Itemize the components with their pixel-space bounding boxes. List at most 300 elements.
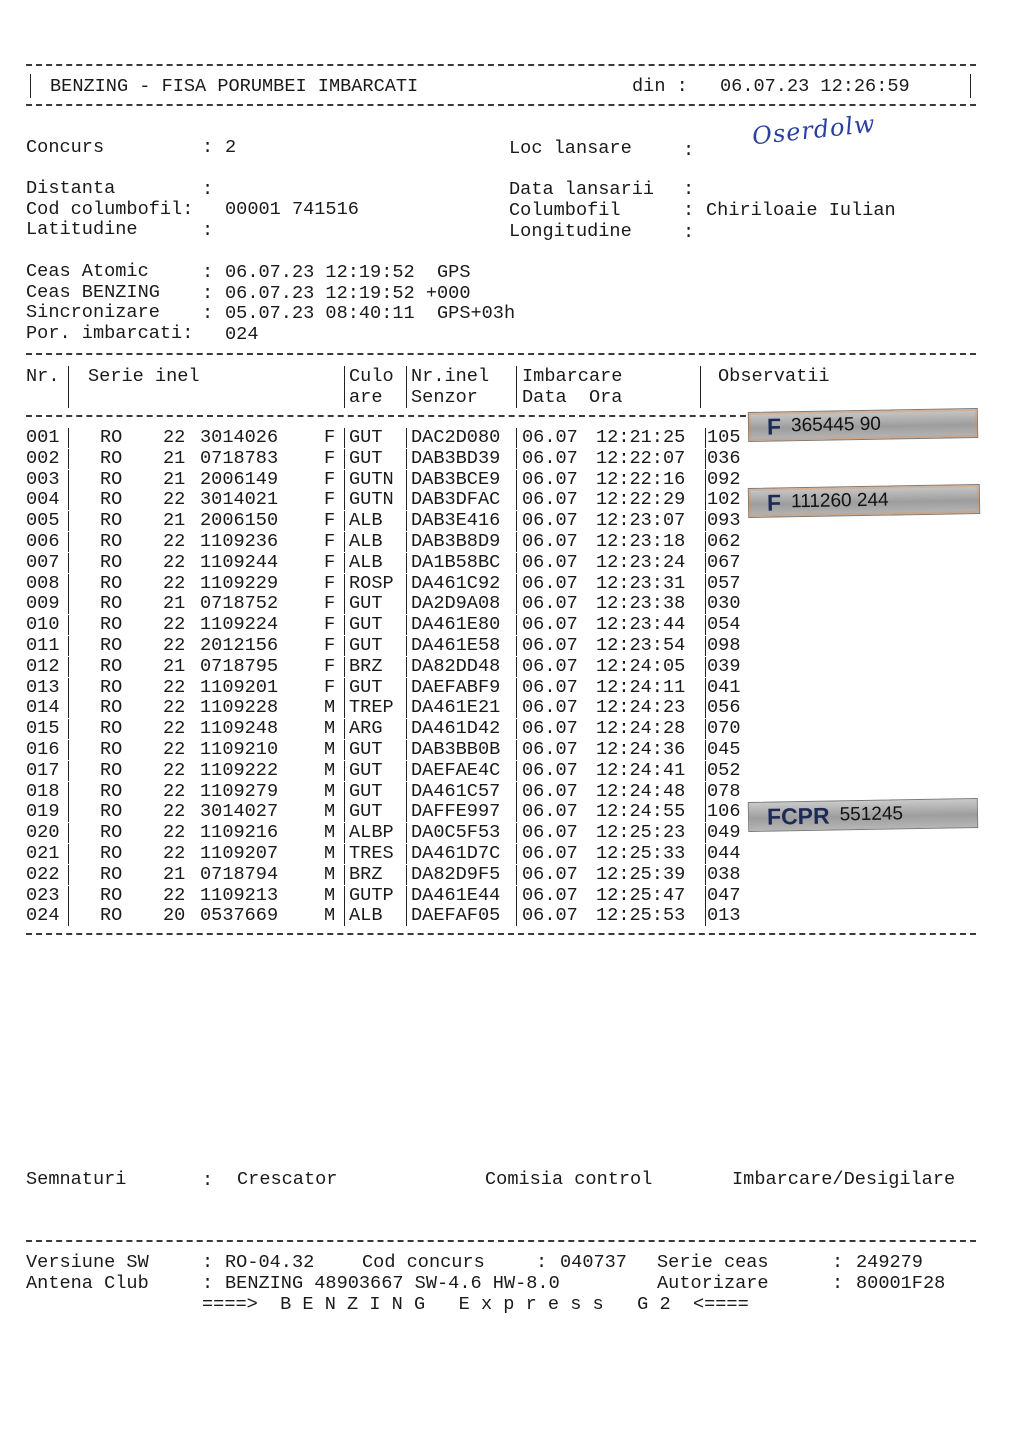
colon: : <box>202 137 214 158</box>
cell-inel: 0537669 <box>200 905 279 927</box>
cell-obs: 106 <box>707 801 741 823</box>
col-divider <box>406 906 407 926</box>
col-divider <box>705 719 706 739</box>
cell-nr: 008 <box>26 572 60 594</box>
col-divider <box>68 761 69 781</box>
cell-an: 22 <box>163 739 186 760</box>
cell-tara: RO <box>100 510 123 532</box>
cell-obs: 098 <box>707 635 741 656</box>
cell-cul: ALB <box>349 551 383 573</box>
col-divider <box>705 594 706 614</box>
cell-data: 06.07 <box>522 863 578 885</box>
cell-obs: 013 <box>707 905 741 927</box>
col-divider <box>68 636 69 656</box>
cell-senzor: DA461C92 <box>411 572 501 594</box>
cell-cul: GUT <box>349 593 383 615</box>
col-divider <box>68 740 69 760</box>
cell-senzor: DA1B58BC <box>411 551 501 573</box>
col-divider <box>705 511 706 531</box>
cell-sex: M <box>324 697 336 719</box>
col-divider <box>516 532 517 552</box>
col-divider <box>705 532 706 552</box>
cell-an: 22 <box>163 676 186 698</box>
cell-inel: 1109201 <box>200 676 279 698</box>
col-divider <box>344 532 345 552</box>
distanta-label: Distanta <box>26 178 116 199</box>
col-divider <box>406 823 407 843</box>
cell-tara: RO <box>100 614 123 636</box>
cell-obs: 049 <box>707 822 741 844</box>
col-divider <box>344 574 345 594</box>
cell-cul: ROSP <box>349 572 394 594</box>
col-divider <box>68 574 69 594</box>
cell-ora: 12:22:07 <box>596 447 686 469</box>
cell-obs: 105 <box>707 427 741 448</box>
col-divider <box>406 553 407 573</box>
header-right-bar <box>970 74 971 98</box>
cell-senzor: DAB3E416 <box>411 510 501 532</box>
col-divider <box>700 366 701 408</box>
col-divider <box>516 490 517 510</box>
cell-obs: 093 <box>707 510 741 532</box>
cell-nr: 006 <box>26 531 60 552</box>
col-divider <box>516 719 517 739</box>
cell-senzor: DAB3BCE9 <box>411 468 501 490</box>
ceas-benzing-value: 06.07.23 12:19:52 +000 <box>225 283 471 304</box>
cell-ora: 12:23:31 <box>596 572 686 594</box>
cell-an: 22 <box>163 551 186 573</box>
cell-sex: M <box>324 905 336 927</box>
col-divider <box>705 865 706 885</box>
col-divider <box>406 511 407 531</box>
col-culoare-header-1: Culo <box>349 366 394 387</box>
col-divider <box>68 678 69 698</box>
cell-sex: M <box>324 884 336 906</box>
cell-cul: GUT <box>349 635 383 656</box>
cell-data: 06.07 <box>522 676 578 698</box>
cell-senzor: DA461E58 <box>411 635 501 656</box>
cell-obs: 092 <box>707 468 741 490</box>
seal-sticker-1 <box>748 408 978 442</box>
cell-ora: 12:24:05 <box>596 655 686 677</box>
cell-sex: M <box>324 780 336 802</box>
crescator-label: Crescator <box>237 1169 338 1190</box>
cell-senzor: DAEFAF05 <box>411 905 501 927</box>
ceas-atomic-value: 06.07.23 12:19:52 GPS <box>225 262 471 283</box>
cod-concurs-label: Cod concurs <box>362 1252 485 1273</box>
cell-data: 06.07 <box>522 468 578 490</box>
cell-inel: 3014027 <box>200 801 279 823</box>
cell-tara: RO <box>100 843 123 864</box>
cell-ora: 12:25:47 <box>596 884 686 906</box>
cell-obs: 057 <box>707 572 741 594</box>
colon: : <box>832 1273 844 1294</box>
cell-ora: 12:24:41 <box>596 759 686 781</box>
col-divider <box>705 740 706 760</box>
cell-ora: 12:24:48 <box>596 780 686 802</box>
cell-cul: GUT <box>349 780 383 802</box>
cell-nr: 018 <box>26 780 60 802</box>
col-divider <box>406 719 407 739</box>
cell-sex: F <box>324 427 336 448</box>
benzing-express-banner: ====> B E N Z I N G E x p r e s s G 2 <==== <box>202 1294 749 1315</box>
cell-an: 22 <box>163 843 186 864</box>
col-divider <box>344 449 345 469</box>
col-divider <box>344 886 345 906</box>
comisia-control-label: Comisia control <box>485 1169 653 1190</box>
imbarcare-desigilare-label: Imbarcare/Desigilare <box>732 1169 956 1190</box>
col-divider <box>705 657 706 677</box>
cell-data: 06.07 <box>522 780 578 802</box>
cell-an: 22 <box>163 884 186 906</box>
cell-ora: 12:25:53 <box>596 905 686 927</box>
col-divider <box>705 553 706 573</box>
autorizare-label: Autorizare <box>657 1273 769 1294</box>
col-divider <box>68 470 69 490</box>
col-divider <box>344 906 345 926</box>
cell-obs: 039 <box>707 655 741 677</box>
cell-cul: BRZ <box>349 655 383 677</box>
cell-tara: RO <box>100 697 123 719</box>
cell-an: 20 <box>163 905 186 927</box>
cell-an: 22 <box>163 531 186 552</box>
seal-number: 551245 <box>839 803 904 826</box>
col-divider <box>344 802 345 822</box>
colon: : <box>832 1252 844 1273</box>
cell-an: 22 <box>163 822 186 844</box>
cell-an: 22 <box>163 635 186 656</box>
cell-inel: 0718795 <box>200 655 279 677</box>
col-divider <box>705 678 706 698</box>
cell-senzor: DA0C5F53 <box>411 822 501 844</box>
sincronizare-value: 05.07.23 08:40:11 GPS+03h <box>225 303 516 324</box>
colon: : <box>202 179 214 200</box>
col-divider <box>516 844 517 864</box>
cell-nr: 013 <box>26 676 60 698</box>
col-divider <box>406 844 407 864</box>
cell-nr: 012 <box>26 655 60 677</box>
col-divider <box>406 678 407 698</box>
col-divider <box>344 678 345 698</box>
cell-obs: 056 <box>707 697 741 719</box>
seal-prefix: F <box>766 488 782 516</box>
cell-senzor: DA461C57 <box>411 780 501 802</box>
cell-nr: 004 <box>26 489 60 511</box>
col-divider <box>516 906 517 926</box>
cell-an: 22 <box>163 780 186 802</box>
col-divider <box>406 698 407 718</box>
col-divider <box>705 844 706 864</box>
cell-tara: RO <box>100 427 123 448</box>
cell-data: 06.07 <box>522 655 578 677</box>
columbofil-value: Chiriloaie Iulian <box>706 200 896 221</box>
cell-cul: GUT <box>349 759 383 781</box>
cell-tara: RO <box>100 447 123 469</box>
cell-senzor: DA461E44 <box>411 884 501 906</box>
col-divider <box>68 449 69 469</box>
cell-ora: 12:24:11 <box>596 676 686 698</box>
col-divider <box>68 428 69 448</box>
cell-senzor: DA461E80 <box>411 614 501 636</box>
cell-data: 06.07 <box>522 447 578 469</box>
table-header-rule <box>26 415 756 417</box>
cell-an: 22 <box>163 572 186 594</box>
din-label: din : <box>632 76 688 97</box>
col-divider <box>344 553 345 573</box>
cell-tara: RO <box>100 531 123 552</box>
col-divider <box>68 594 69 614</box>
cell-tara: RO <box>100 593 123 615</box>
cell-data: 06.07 <box>522 531 578 552</box>
cell-ora: 12:25:39 <box>596 863 686 885</box>
col-divider <box>705 782 706 802</box>
cell-ora: 12:23:24 <box>596 551 686 573</box>
cell-sex: F <box>324 489 336 511</box>
col-divider <box>516 636 517 656</box>
serie-ceas-value: 249279 <box>856 1252 923 1273</box>
cell-sex: M <box>324 843 336 864</box>
col-divider <box>344 657 345 677</box>
colon: : <box>683 222 695 243</box>
cell-inel: 1109244 <box>200 551 279 573</box>
col-divider <box>68 698 69 718</box>
cell-inel: 3014026 <box>200 427 279 448</box>
cell-senzor: DA82D9F5 <box>411 863 501 885</box>
col-divider <box>516 553 517 573</box>
cell-nr: 020 <box>26 822 60 844</box>
cell-sex: F <box>324 676 336 698</box>
cell-sex: F <box>324 635 336 656</box>
col-divider <box>516 657 517 677</box>
col-divider <box>344 823 345 843</box>
col-divider <box>344 719 345 739</box>
cod-columbofil-value: 00001 741516 <box>225 199 359 220</box>
col-divider <box>68 532 69 552</box>
cell-inel: 1109210 <box>200 739 279 760</box>
cell-cul: ALB <box>349 531 383 552</box>
col-culoare-header-2: are <box>349 387 383 408</box>
colon: : <box>683 140 695 161</box>
cell-data: 06.07 <box>522 822 578 844</box>
col-divider <box>344 740 345 760</box>
col-divider <box>705 636 706 656</box>
cell-sex: F <box>324 655 336 677</box>
cell-tara: RO <box>100 468 123 490</box>
col-serie-header: Serie inel <box>88 366 200 387</box>
cell-ora: 12:23:44 <box>596 614 686 636</box>
cell-an: 22 <box>163 718 186 740</box>
col-divider <box>406 428 407 448</box>
cell-data: 06.07 <box>522 614 578 636</box>
col-divider <box>406 636 407 656</box>
col-divider <box>406 782 407 802</box>
cell-an: 21 <box>163 655 186 677</box>
colon: : <box>683 200 695 221</box>
cell-nr: 022 <box>26 863 60 885</box>
cell-tara: RO <box>100 759 123 781</box>
col-divider <box>68 366 69 408</box>
cell-tara: RO <box>100 905 123 927</box>
cell-nr: 010 <box>26 614 60 636</box>
cell-obs: 041 <box>707 676 741 698</box>
col-divider <box>705 906 706 926</box>
col-divider <box>705 574 706 594</box>
cell-ora: 12:24:55 <box>596 801 686 823</box>
cell-obs: 036 <box>707 447 741 469</box>
cell-tara: RO <box>100 739 123 760</box>
loc-lansare-handwritten: Oserdolw <box>750 109 877 151</box>
cell-data: 06.07 <box>522 905 578 927</box>
cell-senzor: DAB3DFAC <box>411 489 501 511</box>
col-divider <box>516 698 517 718</box>
seal-sticker-3 <box>748 798 978 832</box>
col-divider <box>344 698 345 718</box>
cell-cul: GUT <box>349 427 383 448</box>
por-imbarcati-value: 024 <box>225 324 259 345</box>
col-divider <box>406 657 407 677</box>
colon: : <box>202 1170 214 1191</box>
col-divider <box>406 490 407 510</box>
colon: : <box>202 1273 214 1294</box>
col-divider <box>516 594 517 614</box>
cell-cul: ALB <box>349 510 383 532</box>
cell-inel: 1109222 <box>200 759 279 781</box>
col-divider <box>344 511 345 531</box>
cell-obs: 045 <box>707 739 741 760</box>
cell-inel: 2012156 <box>200 635 279 656</box>
cell-an: 22 <box>163 489 186 511</box>
cell-tara: RO <box>100 863 123 885</box>
col-divider <box>406 449 407 469</box>
cell-ora: 12:25:23 <box>596 822 686 844</box>
cell-cul: GUT <box>349 447 383 469</box>
cell-inel: 3014021 <box>200 489 279 511</box>
col-divider <box>406 366 407 408</box>
col-divider <box>344 761 345 781</box>
cell-data: 06.07 <box>522 510 578 532</box>
header-left-bar <box>30 74 31 98</box>
cell-cul: TREP <box>349 697 394 719</box>
cell-nr: 002 <box>26 447 60 469</box>
col-divider <box>516 615 517 635</box>
cell-nr: 024 <box>26 905 60 927</box>
col-divider <box>68 906 69 926</box>
col-divider <box>516 865 517 885</box>
col-divider <box>516 886 517 906</box>
cell-sex: M <box>324 801 336 823</box>
col-divider <box>68 719 69 739</box>
cell-tara: RO <box>100 655 123 677</box>
cell-data: 06.07 <box>522 427 578 448</box>
versiune-sw-label: Versiune SW <box>26 1252 149 1273</box>
col-divider <box>516 782 517 802</box>
cell-cul: GUT <box>349 676 383 698</box>
col-divider <box>705 449 706 469</box>
cell-inel: 0718783 <box>200 447 279 469</box>
cell-obs: 038 <box>707 863 741 885</box>
cell-an: 21 <box>163 863 186 885</box>
print-datetime: 06.07.23 12:26:59 <box>720 76 910 97</box>
cell-cul: GUT <box>349 801 383 823</box>
col-divider <box>516 802 517 822</box>
cell-senzor: DA82DD48 <box>411 655 501 677</box>
semnaturi-label: Semnaturi <box>26 1169 127 1190</box>
cell-tara: RO <box>100 780 123 802</box>
col-divider <box>516 428 517 448</box>
cell-sex: F <box>324 551 336 573</box>
cell-data: 06.07 <box>522 697 578 719</box>
cell-an: 22 <box>163 697 186 719</box>
col-divider <box>516 470 517 490</box>
cell-sex: F <box>324 614 336 636</box>
col-observatii-header: Observatii <box>718 366 830 387</box>
col-divider <box>344 615 345 635</box>
cell-sex: F <box>324 531 336 552</box>
cell-ora: 12:24:36 <box>596 739 686 760</box>
col-divider <box>344 490 345 510</box>
col-divider <box>344 636 345 656</box>
cell-sex: F <box>324 447 336 469</box>
cell-nr: 003 <box>26 468 60 490</box>
col-divider <box>68 511 69 531</box>
cell-inel: 1109224 <box>200 614 279 636</box>
cell-inel: 1109279 <box>200 780 279 802</box>
cell-nr: 017 <box>26 759 60 781</box>
cell-sex: M <box>324 759 336 781</box>
col-nr-header: Nr. <box>26 366 60 387</box>
cell-cul: TRES <box>349 843 394 864</box>
col-divider <box>68 490 69 510</box>
col-divider <box>705 428 706 448</box>
col-divider <box>406 740 407 760</box>
col-divider <box>344 844 345 864</box>
col-divider <box>516 761 517 781</box>
cell-senzor: DAEFABF9 <box>411 676 501 698</box>
cell-data: 06.07 <box>522 801 578 823</box>
cell-nr: 015 <box>26 718 60 740</box>
cell-an: 21 <box>163 447 186 469</box>
cell-nr: 009 <box>26 593 60 615</box>
cell-data: 06.07 <box>522 759 578 781</box>
col-divider <box>516 449 517 469</box>
cell-cul: GUT <box>349 739 383 760</box>
cell-an: 22 <box>163 614 186 636</box>
cell-senzor: DA461D7C <box>411 843 501 864</box>
cell-ora: 12:25:33 <box>596 843 686 864</box>
cell-tara: RO <box>100 489 123 511</box>
cell-inel: 1109248 <box>200 718 279 740</box>
cell-inel: 0718794 <box>200 863 279 885</box>
cell-obs: 078 <box>707 780 741 802</box>
cell-cul: BRZ <box>349 863 383 885</box>
cell-sex: M <box>324 739 336 760</box>
cell-obs: 062 <box>707 531 741 552</box>
cell-nr: 011 <box>26 635 60 656</box>
col-divider <box>68 782 69 802</box>
cell-cul: ARG <box>349 718 383 740</box>
sincronizare-label: Sincronizare <box>26 302 160 323</box>
cell-inel: 2006150 <box>200 510 279 532</box>
cell-ora: 12:23:07 <box>596 510 686 532</box>
cell-data: 06.07 <box>522 635 578 656</box>
ceas-benzing-label: Ceas BENZING <box>26 282 160 303</box>
cell-nr: 023 <box>26 884 60 906</box>
cell-obs: 044 <box>707 843 741 864</box>
col-divider <box>516 574 517 594</box>
cell-tara: RO <box>100 551 123 573</box>
cell-ora: 12:23:18 <box>596 531 686 552</box>
cell-ora: 12:22:29 <box>596 489 686 511</box>
